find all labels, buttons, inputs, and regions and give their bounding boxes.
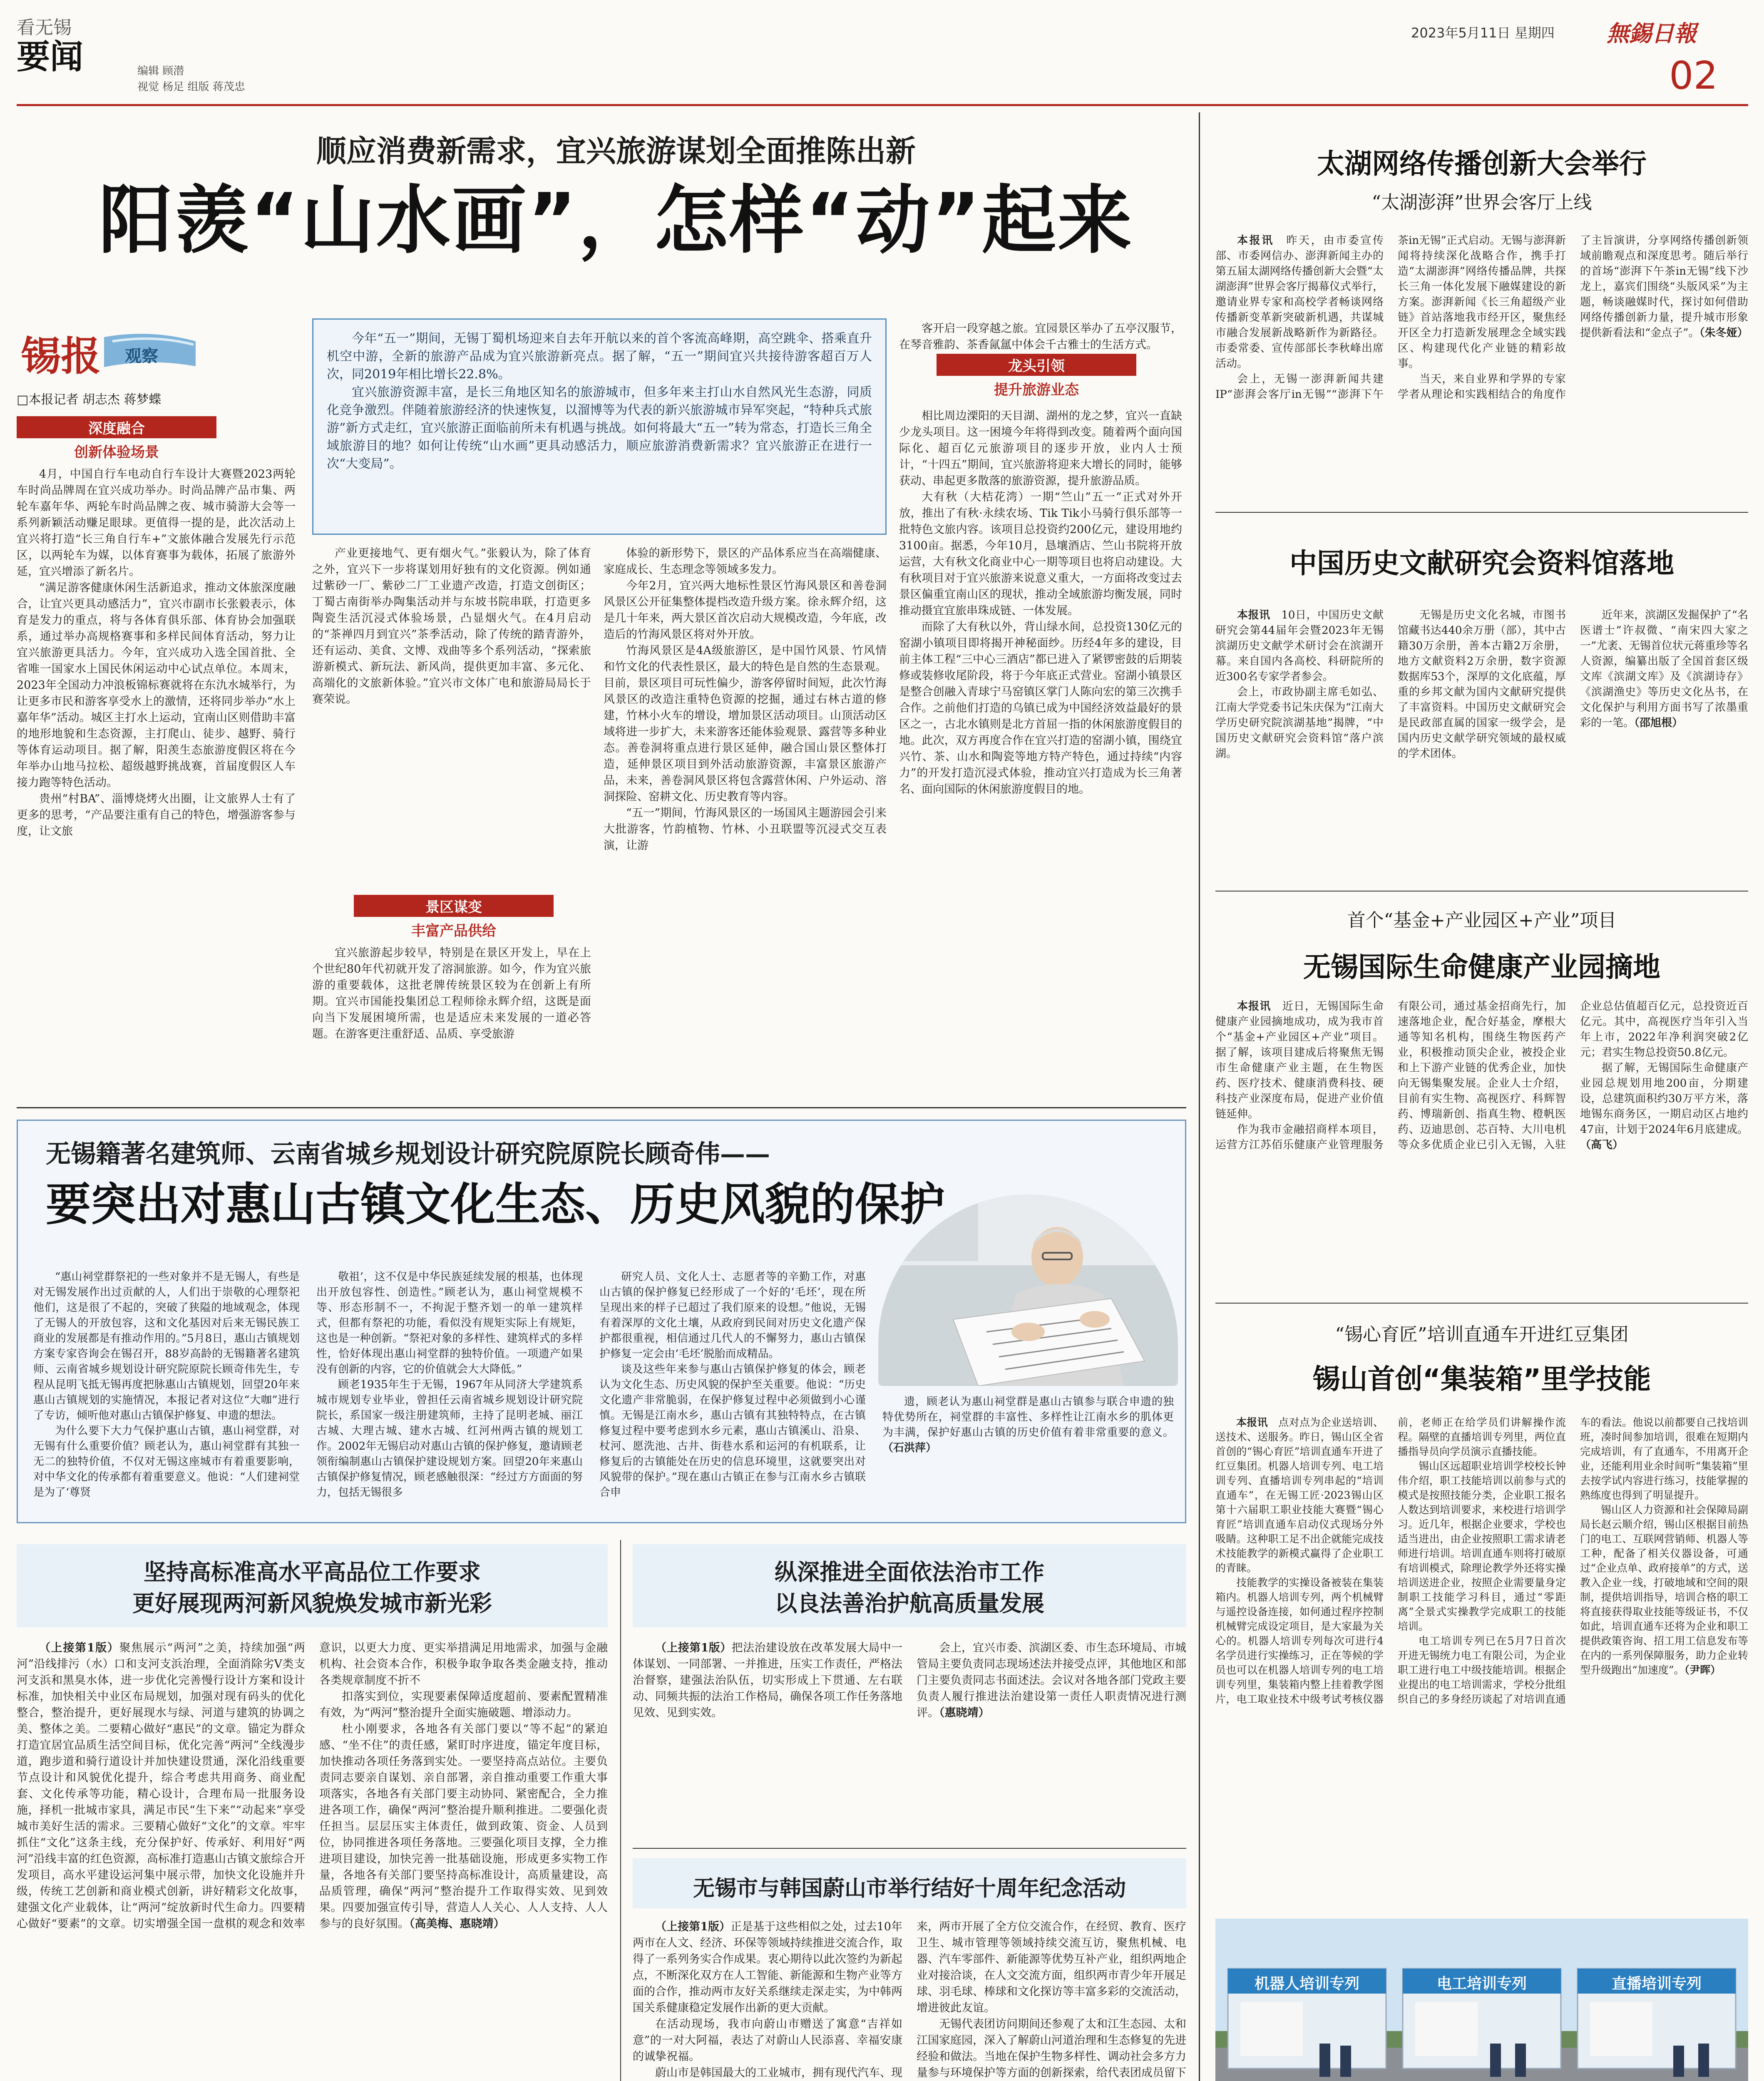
- a5-title: 无锡市与韩国蔚山市举行结好十周年纪念活动: [693, 1876, 1126, 1901]
- right-column-rule: [1199, 112, 1200, 2081]
- page-number: 02: [1669, 53, 1718, 98]
- masthead-rule: [17, 104, 1748, 106]
- r1-body: 本报讯 昨天，由市委宣传部、市委网信办、澎湃新闻主办的第五届太湖网络传播创新大会暨“太湖澎湃”世界会客厅揭幕仪式举行，邀请业界专家和高校学者畅谈网络传播新变革新突破新机遇，共谋城市融合发展新战略新作为新路径。市委常委、宣传部部长李秋峰出席活动。 会上，无锡一澎湃新闻共建IP“澎湃会客厅in无锡”“澎湃下午茶in无锡”正式启动。无锡与澎湃新闻将持续深化战略合作，携手打造“太湖澎湃”网络传播品牌，共探长三角一体化发展下融媒建设的新方案。澎湃新闻《长三角超级产业链》首站落地我市经开区，聚焦经开区全力打造新发展理念全域实践区、构建现代化产业链的精彩故事。 当天，来自业界和学界的专家学者从理论和实践相结合的角度作了主旨演讲，分享网络传播创新领域前瞻观点和深度思考。随后举行的首场“澎湃下午茶in无锡”线下沙龙上，嘉宾们围绕“头版风采”为主题，畅谈融媒时代，探讨如何借助网络传播创新力量，提升城市形象提供新看法和“金点子”。（朱冬娅）: [1215, 234, 1748, 401]
- a2-kicker: 无锡籍著名建筑师、云南省城乡规划设计研究院原院长顾奇伟——: [46, 1140, 770, 1169]
- editors-line-2: 视觉 杨足 组版 蒋茂忠: [137, 81, 245, 93]
- a3-right-rule: [620, 1540, 621, 2081]
- a1-col-1: 4月，中国自行车电动自行车设计大赛暨2023两轮车时尚品牌周在宜兴成功举办。时尚品牌产品市集、两轮车嘉年华、两轮车时尚品牌之夜、城市骑游大会等一系列新颖活动赚足眼球。更值得一提的是，此次活动上宜兴将打造“长三角自行车+”文旅体融合发展先行示范区，以两轮车为媒，以体育赛事为载体，拓展了旅游外延，宜兴增添了新名片。 “满足游客健康休闲生活新追求，推动文体旅深度融合，让宜兴更具动感活力”，宜兴市副市长张毅表示，体育是发力的重点，将与各体育俱乐部、体育协会加强联系，通过举办高规格赛事和多样民间体育活动，努力让宜兴旅游更具活力。今年，宜兴成功入选全国首批、全省唯一国家水上国民休闲运动中心试点单位。本周末，2023年全国动力冲浪板锦标赛就将在东氿水城举行，为让更多市民和游客享受水上的激情，还将同步举办“水上嘉年华”活动。城区主打水上运动，宜南山区则借助丰富的地形地貌和生态资源，主打爬山、徒步、越野、骑行等体育运动项目。据了解，阳羡生态旅游度假区将在今年举办山地马拉松、超级越野挑战赛，首届度假区人车接力跑等特色活动。 贵州“村BA”、淄博烧烤火出圈，让文旅界人士有了更多的思考，“产品要注重有自己的特色，增强游客参与度，让文旅: [17, 468, 296, 838]
- a3-signature: （高美梅、惠晓靖）: [409, 1917, 505, 1930]
- a5-body: （上接第1版）正是基于这些相似之处，过去10年两市在人文、经济、环保等领域持续推进交流合作，取得了一系列务实合作成果。衷心期待以此次签约为新起点，不断深化双方在人工智能、新能源和生物产业等方面的合作，推动两市友好关系继续走深走实，为中韩两国关系健康稳定发展作出新的更大贡献。 在活动现场，我市向蔚山市赠送了寓意“吉祥如意”的一对大阿福，表达了对蔚山人民添喜、幸福安康的诚挚祝福。 蔚山市是韩国最大的工业城市，拥有现代汽车、现 来，两市开展了全方位交流合作，在经贸、教育、医疗卫生、城市管理等领域持续交流互访，聚焦机械、电器、汽车零部件、新能源等优势互补产业，组织两地企业对接洽谈，在人文交流方面，组织两市青少年开展足球、羽毛球、棒球和文化探访等丰富多彩的交流活动，增进彼此友谊。 无锡代表团访问期间还参观了太和江生态园、太和江国家庭园，深入了解蔚山河道治理和生态修复的先进经验和做法。当地在保护生物多样性、调动社会多方力量参与环境保护等方面的创新探索，给代表团成员留下: [633, 1920, 1186, 2079]
- a2-col-2: 敬祖’，这不仅是中华民族延续发展的根基，也体现出开放包容性、创造性。”顾老认为，惠山祠堂规模不等、形态形制不一，不拘泥于整齐划一的单一建筑样式，但都有祭祀的功能，看似没有规矩实际上有规矩，这也是一种创新。“祭祀对象的多样性、建筑样式的多样性，恰好体现出惠山祠堂群的独特价值。一项遗产如果没有创新的内容，它的价值就会大大降低。” 顾老1935年生于无锡，1967年从同济大学建筑系城市规划专业毕业，曾担任云南省城乡规划设计研究院院长，系国家一级注册建筑师，主持了昆明老城、丽江古城、大理古城、建水古城、红河州两古镇的规划工作。2002年无锡启动对惠山古镇的保护修复，邀请顾老领衔编制惠山古镇保护建设规划方案。回望20年来惠山古镇保护修复情况，顾老感触很深：“经过方方面面的努力，包括无锡很多: [316, 1271, 583, 1499]
- r4-kicker: “锡心育匠”培训直通车开进红豆集团: [1335, 1324, 1629, 1345]
- a1-col-2: 产业更接地气、更有烟火气。”张毅认为，除了体育之外，宜兴下一步将谋划用好独有的文化资源。例如通过紫砂一厂、紫砂二厂工业遗产改造，打造文创街区；丁蜀古南街举办陶集活动并与东坡书院串联，打造更多陶瓷生活沉浸式体验场景，凸显烟火气。在4月启动的“茶禅四月到宜兴”茶季活动，除了传统的踏青游外，还有运动、美食、文博、戏曲等多个系列活动，“探索旅游新模式、新玩法、新风尚，提供更加丰富、多元化、高端化的文旅新体验。”宜兴市文体广电和旅游局局长于赛荣说。: [312, 547, 591, 706]
- paper-logo: 無錫日報: [1607, 20, 1697, 47]
- section-title: 要闻: [17, 37, 83, 76]
- r2-body: 本报讯 10日，中国历史文献研究会第44届年会暨2023年无锡滨湖历史文献学术研讨会在滨湖开幕。来自国内各高校、科研院所的近300名专家学者参会。 会上，市政协副主席毛如弘、江南大学党委书记朱庆保为“江南大学历史研究院滨湖基地”揭牌，“中国历史文献研究会资料馆”落户滨湖。 无锡是历史文化名城，市图书馆藏书达440余万册（部），其中古籍30万余册，善本古籍2万余册，地方文献资料2万余册，数字资源数据库53个，深厚的文化底蕴，厚重的乡邦文献为国内文献研究提供了丰富资料。中国历史文献研究会是民政部直属的国家一级学会，是国内历史文献学研究领域的最权威的学术团体。 近年来，滨湖区发掘保护了“名医谱士”许叔微、“南宋四大家之一”尤袤、无锡首位状元蒋重珍等名人资源，编纂出版了全国首套区级文库《滨湖文库》及《滨湖诗存》《滨湖渔史》等历史文化丛书，在文化保护与利用方面书写了浓墨重彩的一笔。（邵旭根）: [1215, 609, 1748, 760]
- a2-col-3: 研究人员、文化人士、志愿者等的辛勤工作，对惠山古镇的保护修复已经形成了一个好的‘毛坯’，现在所呈现出来的样子已超过了我们原来的设想。”他说，无锡有着深厚的文化土壤，从政府到民间对历史文化遗产保护都很重视，相信通过几代人的不懈努力，惠山古镇保护修复一定会由‘毛坯’脱胎而成精品。 谈及这些年来参与惠山古镇保护修复的体会，顾老认为文化生态、历史风貌的保护至关重要。他说：“历史文化遗产非常脆弱，在保护修复过程中必须做到小心谨慎。无锡是江南水乡，惠山古镇有其独特特点，在古镇修复过程中要考虑到水乡元素，惠山古镇溪山、沿泉、杖河、愿洗池、古井、街巷水系和运河的有机联系，让修复后的古镇能处在历史的信息环境里，这就要突出对风貌带的保护。”现在惠山古镇正在参与江南水乡古镇联合申: [599, 1271, 866, 1499]
- r4-title: 锡山首创“集装箱”里学技能: [1312, 1363, 1651, 1395]
- a2-photo-caption: [882, 1388, 1174, 1389]
- issue-date: 2023年5月11日 星期四: [1411, 25, 1555, 41]
- a1-intro-text: 今年“五一”期间，无锡丁蜀机场迎来自去年开航以来的首个客流高峰期，高空跳伞、搭乘直升机空中游，全新的旅游产品成为宜兴旅游新亮点。据了解，“五一”期间宜兴共接待游客超百万人次，同2019年相比增长22.8%。 宜兴旅游资源丰富，是长三角地区知名的旅游城市，但多年来主打山水自然风光生态游，同质化竞争激烈。伴随着旅游经济的快速恢复，以溜博等为代表的新兴旅游城市异军突起，“特种兵式旅游”新方式走红，宜兴旅游正面临前所未有机遇与挑战。如何将最大“五一”转为常态，打造长三角全域旅游目的地？如何让传统“山水画”更具动感活力，顺应旅游消费新需求？宜兴旅游正在进行一次“大变局”。: [327, 331, 872, 471]
- a1-intro-box: [312, 318, 887, 535]
- r3-signature: （高飞）: [1580, 1139, 1624, 1151]
- a1-subhead-1: 深度融合 创新体验场景: [17, 416, 216, 461]
- a1-byline: □本报记者 胡志杰 蒋梦蝶: [17, 392, 161, 407]
- r3-body: 本报讯 近日，无锡国际生命健康产业园摘地成功，成为我市首个“基金+产业园区+产业”项目。据了解，该项目建成后将聚焦无锡市生命健康产业主题，在生物医药、医疗技术、健康消费科技、硬科技产业深度布局，促进产业价值链延伸。 作为我市金融招商样本项目，运营方江苏佰乐健康产业管理服务有限公司，通过基金招商先行，加速落地企业，配合好基金，摩根大通等知名机构，围绕生物医药产业，积极推动顶尖企业，被投企业和上下游产业链的优秀企业，加快向无锡集聚发展。企业人士介绍，目前有实生物、高视医疗、科辉智药、博瑞新创、指真生物、橙帆医药、迈迪思创、芯百特、大川电机等众多优质企业已引入无锡，入驻企业总估值超百亿元，总投资近百亿元。其中，高视医疗当年引入当年上市，2022年净利润突破2亿元；君实生物总投资50.8亿元。 据了解，无锡国际生命健康产业园总规划用地200亩，分期建设，总建筑面积约30万平方米，落地锡东商务区，一期启动区占地约47亩，计划于2024年6月底建成。（高飞）: [1215, 1000, 1748, 1151]
- r1-rule: [1215, 512, 1748, 513]
- section-label: 看无锡: [17, 17, 72, 38]
- r1-signature: （朱冬娅）: [1699, 327, 1748, 339]
- a2-signature: （石洪萍）: [882, 1442, 937, 1454]
- a2-col-1: “惠山祠堂群祭祀的一些对象并不是无锡人，有些是对无锡发展作出过贡献的人，人们出于崇敬的心理祭祀他们，这是很了不起的，突破了狭隘的地域观念，体现了无锡人的开放包容，这和文化基因对后来无锡民族工商业的发展都是有推动作用的。”5月8日，惠山古镇规划方案专家咨询会在锡召开，88岁高龄的无锡籍著名建筑师、云南省城乡规划设计研究院原院长顾奇伟先生，专程从昆明飞抵无锡再度把脉惠山古镇规划，回望20年来惠山古镇规划的实施情况，本报记者对这位“大咖”进行了专访，倾听他对惠山古镇保护修复、申遗的想法。 为什么要下大力气保护惠山古镇，惠山祠堂群，对无锡有什么重要价值？顾老认为，惠山祠堂群有其独一无二的独特价值，不仅对无锡这座城市有着重要影响，对中华文化的传承都有着重要意义。他说：“人们建祠堂是为了‘尊贤: [33, 1271, 300, 1499]
- a2-title: 要突出对惠山古镇文化生态、历史风貌的保护: [46, 1179, 945, 1231]
- r3-kicker: 首个“基金+产业园区+产业”项目: [1347, 910, 1617, 931]
- a1-subhead-3: 龙头引领 提升旅游业态: [937, 354, 1136, 399]
- a3-title-2: 更好展现两河新风貌焕发城市新光彩: [132, 1590, 492, 1617]
- a4-signature: （惠晓靖）: [939, 1706, 990, 1719]
- r3-rule: [1215, 1303, 1748, 1304]
- a2-col-4: 遗，顾老认为惠山祠堂群是惠山古镇参与联合申遗的独特优势所在，祠堂群的丰富性、多样性让江南水乡的肌体更为丰满，保护好惠山古镇的历史价值有着非常重要的意义。（石洪萍）: [882, 1396, 1174, 1454]
- a4-title-1: 纵深推进全面依法治市工作: [775, 1559, 1044, 1585]
- r3-title: 无锡国际生命健康产业园摘地: [1303, 951, 1660, 983]
- a4-body: （上接第1版）把法治建设放在改革发展大局中一体谋划、一同部署、一并推进，压实工作责任，严格法治督察，建强法治队伍，切实形成上下贯通、左右联动、同频共振的法治工作格局，确保各项工作任务落地见效、见到实效。 会上，宜兴市委、滨湖区委、市生态环境局、市城管局主要负责同志现场述法并接受点评，其他地区和部门主要负责同志书面述法。会议对各地各部门党政主要负责人履行推进法治建设第一责任人职责情况进行测评。（惠晓靖）: [633, 1641, 1186, 1719]
- r4-body: 本报讯 点对点为企业送培训、送技术、送服务。昨日，锡山区全省首创的“锡心育匠”培训直通车开进了红豆集团。机器人培训专列、电工培训专列、直播培训专列串起的“培训直通车”，在无锡工匠·2023锡山区第十六届职工职业技能大赛暨“锡心育匠”培训直通车启动仪式现场分外吸睛。这种职工足不出企就能完成技术技能教学的新模式赢得了企业职工的青睐。 技能教学的实操设备被装在集装箱内。机器人培训专列，两个机械臂与遥控设备连接，如何通过程序控制机械臂完成设定项目，是大家最为关心的。机器人培训专列每次可进行4名学员进行实操练习，正在等候的学员也可以在机器人培训专列的电工培训专列里，集装箱内整上挂着教学图片，电工取业技术中级考试考核仪器前，老师正在给学员们讲解操作流程。隔壁的直播培训专列里，两位直播指导员向学员演示直播技能。 锡山区远超职业培训学校校长钟伟介绍，职工技能培训以前参与式的模式是按照技能分类，企业职工报名人数达到培训要求，来校进行培训学习。近几年，根据企业要求，学校也适当进出，由企业按照职工需求请老师进行培训。培训直通车则将打破原有培训模式，除理论教学外还将实操培训送进企业，按照企业需要量身定制职工技能学习科目，通过“零距离”全景式实操教学完成职工的技能培训。 电工培训专列已在5月7日首次开进无锡统力电工有限公司，为企业职工进行电工中级技能培训。根据企业提出的电工培训需求，学校分批组织自己的多身经历谈起了对培训直通车的看法。他说以前都要自己找培训班，凑时间参加培训，很难在短期内完成培训，有了直通车，不用离开企业，还能利用业余时间听“集装箱”里去按学试内容进行练习，技能掌握的熟练度也得到了明显提升。 锡山区人力资源和社会保障局副局长赵云顺介绍，锡山区根据目前热门的电工、互联网营销师、机器人等工种，配备了相关仪器设备，可通过“企业点单、政府接单”的方式，送教入企业一线，打破地域和空间的限制，提供培训指导，培训合格的职工将直接获得取业技能等级证书，不仅如此，培训直通车还将为企业和职工提供政策咨询、招工用工信息发布等在内的一系列保障服务，助力企业转型升级跑出“加速度”。（尹晖）: [1215, 1416, 1748, 1705]
- a4-title-2: 以良法善治护航高质量发展: [775, 1590, 1044, 1617]
- r2-rule: [1215, 891, 1748, 892]
- a1-col-3: 体验的新形势下，景区的产品体系应当在高端健康、家庭成长、生态理念等领域多发力。 今年2月，宜兴两大地标性景区竹海风景区和善卷洞风景区公开征集整体提档改造升级方案。徐永辉介绍，这是几十年来，两大景区首次启动大规模改造，今年底，改造后的竹海风景区将对外开放。 竹海风景区是4A级旅游区，是中国竹风景、竹风情和竹文化的代表性景区，最大的特色是自然的生态景观。目前，景区项目可玩性偏少，游客停留时间短，此次竹海风景区的改造注重特色资源的挖掘，通过右林古道的修建，竹林小火车的增设，增加景区活动项目。山顶活动区域将进一步扩大，未来游客还能体验观景、露营等多种业态。善卷洞将重点进行景区延伸，融合国山景区整体打造，延伸景区项目到外活动旅游资源，丰富景区旅游产品，未来，善卷洞风景区将包含露营休闲、户外运动、溶洞探险、窑耕文化、历史教育等内容。 “五一”期间，竹海风景区的一场国风主题游园会引来大批游客，竹韵植物、竹林、小丑联盟等沉浸式交互表演，让游: [604, 547, 887, 852]
- a3-title-1: 坚持高标准高水平高品位工作要求: [144, 1559, 481, 1585]
- a1-col-2b: 宜兴旅游起步较早，特别是在景区开发上，早在上个世纪80年代初就开发了溶洞旅游。如今，作为宜兴旅游的重要载体，这批老牌传统景区较为在创新上有所期。宜兴市国能投集团总工程师徐永辉介绍，这既是面向当下发展困境所需，也是适应未来发展的一道必答题。在游客更注重舒适、品质、享受旅游: [312, 946, 591, 1040]
- photo-label-robot: 机器人培训专列: [1254, 1975, 1359, 1992]
- editors-line-1: 编辑 顾潜: [137, 65, 184, 77]
- a1-column-logo: 锡报 观察: [17, 320, 200, 379]
- a3-body: （上接第1版）聚焦展示“两河”之美，持续加强“两河”沿线排污（水）口和支河支浜治理，全面消除劣V类支河支浜和黑臭水体，进一步优化完善慢行设计方案和设计标准，加快相关中业区布局规划，加强对现有码头的优化整合，整治提升，更好展现水与绿、河道与建筑的协调之美、整体之美。二要精心做好“惠民”的文章。锚定为群众打造宜居宜品质生活空间目标，优化完善“两河”全线漫步道，跑步道和骑行道设计并加快建设贯通，深化沿线重要节点设计和风貌优化提升，综合考虑共用商务、商业配套、文化传承等功能，精心设计，合理布局一批服务设施，择机一批城市家具，满足市民“生下来”“动起来”享受城市美好生活的需求。三要精心做好“文化”的文章。牢牢抓住“文化”这条主线，充分保护好、传承好、利用好“两河”沿线丰富的红色资源，高标准打造惠山古镇文旅综合开发项目，高水平建设运河集中展示带，加快文化设施并升级，传统工艺创新和商业模式创新，讲好精彩文化故事，建强文化产业载体，让“两河”绽放新时代生命力。四要精心做好“要素”的文章。切实增强全国一盘棋的观念和效率意识，以更大力度、更实举措满足用地需求，加强与金融机构、社会资本合作，积极争取争取各类金融支持，推动各类规章制度不折不 扣落实到位，实现要素保障适度超前、要素配置精准有效，为“两河”整治提升全面实施破题、增添动力。 杜小刚要求，各地各有关部门要以“等不起”的紧迫感、“坐不住”的责任感，紧盯时序进度，锚定年度目标，加快推动各项任务落到实处。一要坚持高点站位。主要负责同志要亲自谋划、亲自部署，亲自推动重要工作重大事项落实，各地各有关部门要主动协同、紧密配合，全力推进各项工作，确保“两河”整治提升顺利推进。二要强化责任担当。层层压实主体责任，做到政策、资金、人员到位，协同推进各项任务落地。三要强化项目支撑，全力推进项目建设，加快完善一批基础设施，形成更多实物工作量，各地各有关部门要坚持高标准设计，高质量建设，高品质管理，确保“两河”整治提升工作取得实效、见到效果。四要加强宣传引导，营造人人关心、人人支持、人人参与的良好氛围。（高美梅、惠晓靖）: [17, 1641, 608, 1930]
- a1-col-4a: 客开启一段穿越之旅。宜园景区举办了五亭汉服节，在琴音雅韵、茶香氤氲中体会千古雅士的生活方式。: [899, 322, 1182, 351]
- a1-col-4: 相比周边溧阳的天目湖、湖州的龙之梦，宜兴一直缺少龙头项目。这一困境今年将得到改变。随着两个面向国际化、超百亿元旅游项目的逐步开放，业内人士预计，“十四五”期间，宜兴旅游将迎来大增长的同时，能够获动、串起更多散落的旅游资源，提升旅游品质。 大有秋（大桔花湾）一期“竺山”五一”正式对外开放，推出了有秋·永续农场、Tik Tik小马骑行俱乐部等一批特色文旅内容。该项目总投资约200亿元，建设用地约3100亩。据悉，今年10月，恳壤酒店、竺山书院将开放运营，大有秋文化商业中心一期等项目也将启动建设。大有秋项目对于宜兴旅游来说意义重大，一方面将改变过去景区偏重宜南山区的现状，推动全域旅游均衡发展，同时推动摄宜宜旅串珠成链、一体发展。 而除了大有秋以外，背山绿水间，总投资130亿元的窑湖小镇项目即将揭开神秘面纱。历经4年多的建设，目前主体工程“三中心三酒店”都已进入了紧锣密鼓的后期装修或装修收尾阶段，将于今年底正式营业。窑湖小镇景区是整合创融入青球宁马窑镇区掌门人陈向宏的第三次携手合作。之前他们打造的乌镇已成为中国经济效益最好的景区之一，古北水镇则是北方首屈一指的休闲旅游度假目的地。此次，双方再度合作在宜兴打造的窑湖小镇，围绕宜兴竹、茶、山水和陶瓷等地方特产特色，通过持续“内容力”的开发打造沉浸式体验，推动宜兴打造成为长三角著名、面向国际的休闲旅游度假目的地。: [899, 410, 1182, 796]
- a1-title: 阳羡“山水画”，怎样“动”起来: [99, 177, 1133, 263]
- r1-title: 太湖网络传播创新大会举行: [1317, 148, 1647, 180]
- r4-signature: （尹晖）: [1684, 1664, 1721, 1676]
- r2-title: 中国历史文献研究会资料馆落地: [1289, 547, 1674, 579]
- photo-label-live: 直播培训专列: [1611, 1975, 1702, 1992]
- photo-label-electric: 电工培训专列: [1436, 1975, 1527, 1992]
- a1-bottom-rule: [17, 1107, 1186, 1108]
- a1-kicker: 顺应消费新需求，宜兴旅游谋划全面推陈出新: [316, 133, 916, 169]
- a4-bottom-rule: [633, 1848, 1186, 1849]
- r2-signature: （邵旭根）: [1634, 717, 1683, 729]
- a1-subhead-2: 景区谋变 丰富产品供给: [354, 895, 554, 940]
- r4-training-photo: [1215, 1919, 1748, 2081]
- r1-subtitle: “太湖澎湃”世界会客厅上线: [1371, 192, 1592, 213]
